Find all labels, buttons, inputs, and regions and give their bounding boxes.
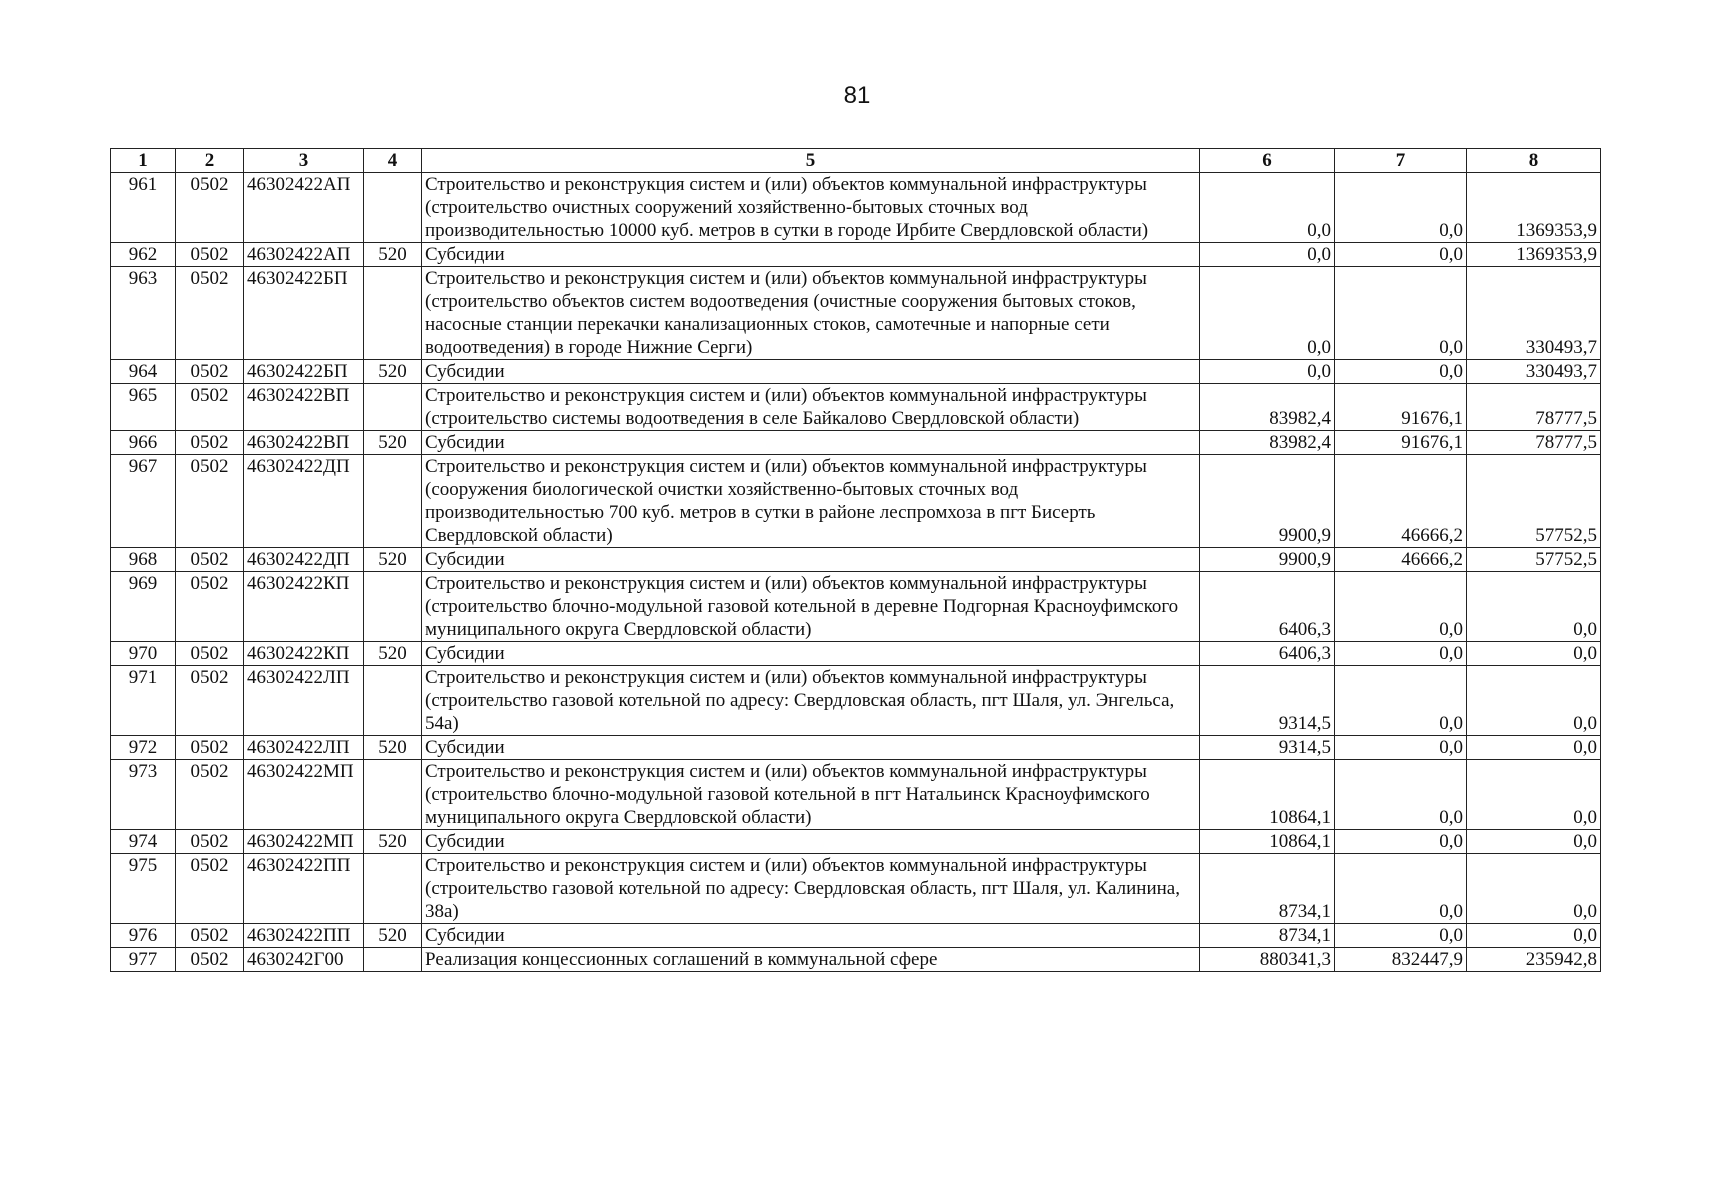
row-number-cell: 966 bbox=[111, 431, 176, 455]
target-code-cell: 46302422ВП bbox=[244, 431, 364, 455]
amount-col8-cell: 0,0 bbox=[1467, 572, 1601, 642]
amount-col6-cell: 6406,3 bbox=[1200, 642, 1335, 666]
amount-col6-cell: 9900,9 bbox=[1200, 548, 1335, 572]
target-code-cell: 46302422КП bbox=[244, 572, 364, 642]
section-code-cell: 0502 bbox=[176, 173, 244, 243]
table-row bbox=[111, 854, 1601, 924]
amount-col7-cell: 0,0 bbox=[1335, 854, 1467, 924]
budget-table bbox=[110, 148, 1601, 972]
section-code-cell: 0502 bbox=[176, 548, 244, 572]
expense-type-cell bbox=[364, 267, 422, 360]
description-cell: Субсидии bbox=[422, 642, 1200, 666]
description-cell: Субсидии bbox=[422, 243, 1200, 267]
section-code-cell: 0502 bbox=[176, 854, 244, 924]
description-cell: Субсидии bbox=[422, 431, 1200, 455]
row-number-cell: 962 bbox=[111, 243, 176, 267]
description-cell: Строительство и реконструкция систем и (или) объектов коммунальной инфраструктуры (строительство очистных сооружений хозяйственно-бытовых сточных вод производительностью 10000 куб. метров в сутки в городе Ирбите Свердловской области) bbox=[422, 173, 1200, 243]
col-header-2: 2 bbox=[176, 149, 244, 173]
amount-col7-cell: 0,0 bbox=[1335, 642, 1467, 666]
table-row bbox=[111, 455, 1601, 548]
target-code-cell: 46302422ДП bbox=[244, 455, 364, 548]
target-code-cell: 46302422ВП bbox=[244, 384, 364, 431]
amount-col7-cell: 0,0 bbox=[1335, 173, 1467, 243]
expense-type-cell: 520 bbox=[364, 431, 422, 455]
row-number-cell: 963 bbox=[111, 267, 176, 360]
amount-col8-cell: 78777,5 bbox=[1467, 431, 1601, 455]
target-code-cell: 46302422БП bbox=[244, 267, 364, 360]
target-code-cell: 46302422ЛП bbox=[244, 736, 364, 760]
description-cell: Строительство и реконструкция систем и (или) объектов коммунальной инфраструктуры (сооружения биологической очистки хозяйственно-бытовых сточных вод производительностью 700 куб. метров в сутки в районе леспромхоза в пгт Бисерть Свердловской области) bbox=[422, 455, 1200, 548]
col-header-4: 4 bbox=[364, 149, 422, 173]
row-number-cell: 973 bbox=[111, 760, 176, 830]
row-number-cell: 965 bbox=[111, 384, 176, 431]
col-header-8: 8 bbox=[1467, 149, 1601, 173]
table-row bbox=[111, 267, 1601, 360]
amount-col8-cell: 0,0 bbox=[1467, 830, 1601, 854]
description-cell: Субсидии bbox=[422, 360, 1200, 384]
table-row bbox=[111, 642, 1601, 666]
target-code-cell: 46302422БП bbox=[244, 360, 364, 384]
amount-col7-cell: 46666,2 bbox=[1335, 455, 1467, 548]
expense-type-cell: 520 bbox=[364, 642, 422, 666]
target-code-cell: 46302422МП bbox=[244, 760, 364, 830]
table-row bbox=[111, 924, 1601, 948]
table-row bbox=[111, 948, 1601, 972]
amount-col7-cell: 91676,1 bbox=[1335, 384, 1467, 431]
description-cell: Субсидии bbox=[422, 548, 1200, 572]
table-row bbox=[111, 760, 1601, 830]
description-cell: Строительство и реконструкция систем и (или) объектов коммунальной инфраструктуры (строительство объектов систем водоотведения (очистные сооружения бытовых стоков, насосные станции перекачки канализационных стоков, самотечные и напорные сети водоотведения) в городе Нижние Серги) bbox=[422, 267, 1200, 360]
target-code-cell: 46302422ПП bbox=[244, 924, 364, 948]
section-code-cell: 0502 bbox=[176, 736, 244, 760]
section-code-cell: 0502 bbox=[176, 642, 244, 666]
description-cell: Строительство и реконструкция систем и (или) объектов коммунальной инфраструктуры (строительство газовой котельной по адресу: Свердловская область, пгт Шаля, ул. Энгельса, 54а) bbox=[422, 666, 1200, 736]
amount-col6-cell: 0,0 bbox=[1200, 173, 1335, 243]
page-number: 81 bbox=[843, 82, 871, 109]
amount-col8-cell: 330493,7 bbox=[1467, 360, 1601, 384]
target-code-cell: 46302422ДП bbox=[244, 548, 364, 572]
target-code-cell: 4630242Г00 bbox=[244, 948, 364, 972]
amount-col8-cell: 57752,5 bbox=[1467, 548, 1601, 572]
expense-type-cell bbox=[364, 572, 422, 642]
section-code-cell: 0502 bbox=[176, 360, 244, 384]
header-row bbox=[111, 149, 1601, 173]
section-code-cell: 0502 bbox=[176, 572, 244, 642]
expense-type-cell bbox=[364, 760, 422, 830]
table-row bbox=[111, 548, 1601, 572]
amount-col6-cell: 10864,1 bbox=[1200, 760, 1335, 830]
amount-col8-cell: 1369353,9 bbox=[1467, 173, 1601, 243]
table-row bbox=[111, 360, 1601, 384]
table-row bbox=[111, 173, 1601, 243]
amount-col8-cell: 0,0 bbox=[1467, 854, 1601, 924]
amount-col7-cell: 0,0 bbox=[1335, 243, 1467, 267]
amount-col8-cell: 0,0 bbox=[1467, 666, 1601, 736]
row-number-cell: 977 bbox=[111, 948, 176, 972]
col-header-3: 3 bbox=[244, 149, 364, 173]
section-code-cell: 0502 bbox=[176, 760, 244, 830]
row-number-cell: 961 bbox=[111, 173, 176, 243]
col-header-1: 1 bbox=[111, 149, 176, 173]
row-number-cell: 969 bbox=[111, 572, 176, 642]
expense-type-cell: 520 bbox=[364, 830, 422, 854]
expense-type-cell: 520 bbox=[364, 243, 422, 267]
amount-col6-cell: 83982,4 bbox=[1200, 431, 1335, 455]
section-code-cell: 0502 bbox=[176, 948, 244, 972]
amount-col7-cell: 0,0 bbox=[1335, 267, 1467, 360]
amount-col6-cell: 8734,1 bbox=[1200, 924, 1335, 948]
target-code-cell: 46302422КП bbox=[244, 642, 364, 666]
section-code-cell: 0502 bbox=[176, 384, 244, 431]
amount-col6-cell: 9314,5 bbox=[1200, 736, 1335, 760]
row-number-cell: 964 bbox=[111, 360, 176, 384]
expense-type-cell bbox=[364, 384, 422, 431]
table-body bbox=[111, 173, 1601, 972]
amount-col6-cell: 10864,1 bbox=[1200, 830, 1335, 854]
expense-type-cell bbox=[364, 173, 422, 243]
table-row bbox=[111, 431, 1601, 455]
description-cell: Субсидии bbox=[422, 924, 1200, 948]
description-cell: Строительство и реконструкция систем и (или) объектов коммунальной инфраструктуры (строительство блочно-модульной газовой котельной в деревне Подгорная Красноуфимского муниципального округа Свердловской области) bbox=[422, 572, 1200, 642]
expense-type-cell bbox=[364, 948, 422, 972]
section-code-cell: 0502 bbox=[176, 924, 244, 948]
row-number-cell: 972 bbox=[111, 736, 176, 760]
expense-type-cell bbox=[364, 854, 422, 924]
description-cell: Строительство и реконструкция систем и (или) объектов коммунальной инфраструктуры (строительство системы водоотведения в селе Байкалово Свердловской области) bbox=[422, 384, 1200, 431]
section-code-cell: 0502 bbox=[176, 455, 244, 548]
table-row bbox=[111, 384, 1601, 431]
expense-type-cell bbox=[364, 666, 422, 736]
section-code-cell: 0502 bbox=[176, 830, 244, 854]
expense-type-cell: 520 bbox=[364, 548, 422, 572]
amount-col6-cell: 8734,1 bbox=[1200, 854, 1335, 924]
section-code-cell: 0502 bbox=[176, 666, 244, 736]
amount-col8-cell: 78777,5 bbox=[1467, 384, 1601, 431]
row-number-cell: 976 bbox=[111, 924, 176, 948]
target-code-cell: 46302422АП bbox=[244, 173, 364, 243]
row-number-cell: 971 bbox=[111, 666, 176, 736]
amount-col6-cell: 9900,9 bbox=[1200, 455, 1335, 548]
col-header-6: 6 bbox=[1200, 149, 1335, 173]
col-header-5: 5 bbox=[422, 149, 1200, 173]
amount-col8-cell: 1369353,9 bbox=[1467, 243, 1601, 267]
amount-col7-cell: 0,0 bbox=[1335, 760, 1467, 830]
expense-type-cell bbox=[364, 455, 422, 548]
amount-col8-cell: 330493,7 bbox=[1467, 267, 1601, 360]
expense-type-cell: 520 bbox=[364, 924, 422, 948]
section-code-cell: 0502 bbox=[176, 243, 244, 267]
amount-col6-cell: 0,0 bbox=[1200, 360, 1335, 384]
amount-col7-cell: 0,0 bbox=[1335, 830, 1467, 854]
description-cell: Строительство и реконструкция систем и (или) объектов коммунальной инфраструктуры (строительство блочно-модульной газовой котельной в пгт Натальинск Красноуфимского муниципального округа Свердловской области) bbox=[422, 760, 1200, 830]
row-number-cell: 974 bbox=[111, 830, 176, 854]
amount-col6-cell: 83982,4 bbox=[1200, 384, 1335, 431]
amount-col8-cell: 0,0 bbox=[1467, 642, 1601, 666]
row-number-cell: 967 bbox=[111, 455, 176, 548]
amount-col7-cell: 0,0 bbox=[1335, 666, 1467, 736]
amount-col7-cell: 0,0 bbox=[1335, 360, 1467, 384]
amount-col7-cell: 91676,1 bbox=[1335, 431, 1467, 455]
amount-col7-cell: 0,0 bbox=[1335, 924, 1467, 948]
amount-col8-cell: 0,0 bbox=[1467, 736, 1601, 760]
amount-col7-cell: 46666,2 bbox=[1335, 548, 1467, 572]
table-row bbox=[111, 572, 1601, 642]
amount-col6-cell: 0,0 bbox=[1200, 267, 1335, 360]
section-code-cell: 0502 bbox=[176, 267, 244, 360]
amount-col7-cell: 0,0 bbox=[1335, 572, 1467, 642]
amount-col7-cell: 832447,9 bbox=[1335, 948, 1467, 972]
expense-type-cell: 520 bbox=[364, 360, 422, 384]
amount-col7-cell: 0,0 bbox=[1335, 736, 1467, 760]
target-code-cell: 46302422МП bbox=[244, 830, 364, 854]
table-row bbox=[111, 243, 1601, 267]
amount-col8-cell: 235942,8 bbox=[1467, 948, 1601, 972]
target-code-cell: 46302422ЛП bbox=[244, 666, 364, 736]
expense-type-cell: 520 bbox=[364, 736, 422, 760]
row-number-cell: 975 bbox=[111, 854, 176, 924]
amount-col6-cell: 880341,3 bbox=[1200, 948, 1335, 972]
amount-col6-cell: 0,0 bbox=[1200, 243, 1335, 267]
col-header-7: 7 bbox=[1335, 149, 1467, 173]
amount-col8-cell: 0,0 bbox=[1467, 924, 1601, 948]
description-cell: Строительство и реконструкция систем и (или) объектов коммунальной инфраструктуры (строительство газовой котельной по адресу: Свердловская область, пгт Шаля, ул. Калинина, 38а) bbox=[422, 854, 1200, 924]
table-row bbox=[111, 736, 1601, 760]
amount-col8-cell: 0,0 bbox=[1467, 760, 1601, 830]
target-code-cell: 46302422ПП bbox=[244, 854, 364, 924]
amount-col8-cell: 57752,5 bbox=[1467, 455, 1601, 548]
description-cell: Реализация концессионных соглашений в коммунальной сфере bbox=[422, 948, 1200, 972]
target-code-cell: 46302422АП bbox=[244, 243, 364, 267]
section-code-cell: 0502 bbox=[176, 431, 244, 455]
amount-col6-cell: 6406,3 bbox=[1200, 572, 1335, 642]
table-row bbox=[111, 666, 1601, 736]
row-number-cell: 970 bbox=[111, 642, 176, 666]
description-cell: Субсидии bbox=[422, 830, 1200, 854]
amount-col6-cell: 9314,5 bbox=[1200, 666, 1335, 736]
description-cell: Субсидии bbox=[422, 736, 1200, 760]
row-number-cell: 968 bbox=[111, 548, 176, 572]
table-row bbox=[111, 830, 1601, 854]
